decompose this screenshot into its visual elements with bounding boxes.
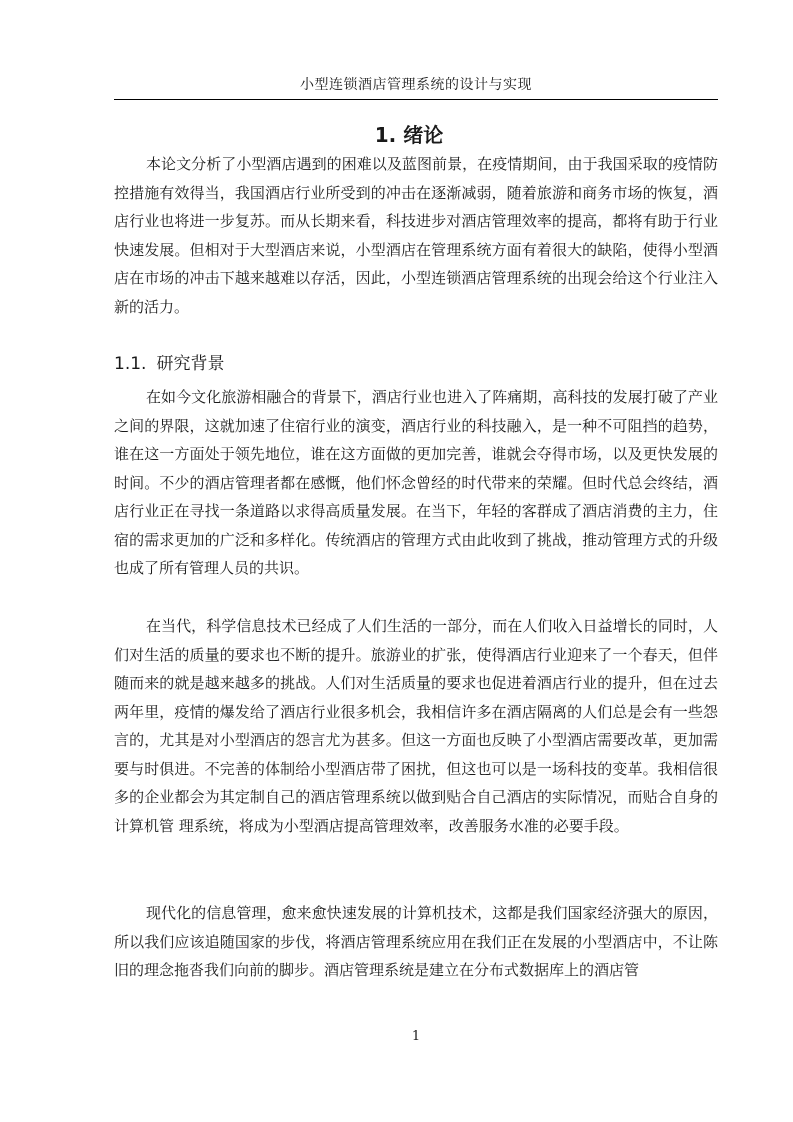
running-header: 小型连锁酒店管理系统的设计与实现	[300, 77, 532, 93]
section-heading	[114, 351, 718, 377]
body-paragraph-3: 现代化的信息管理，愈来愈快速发展的计算机技术，这都是我们国家经济强大的原因，所以我们应该追随国家的步伐，将酒店管理系统应用在我们正在发展的小型酒店中，不让陈旧的理念拖沓我们向前的脚步。酒店管理系统是建立在分布式数据库上的酒店管	[114, 904, 718, 979]
page-number: 1	[411, 1029, 421, 1044]
header-divider	[114, 99, 718, 100]
body-paragraph-2: 在当代，科学信息技术已经成了人们生活的一部分，而在人们收入日益增长的同时，人们对生活的质量的要求也不断的提升。旅游业的扩张，使得酒店行业迎来了一个春天，但伴随而来的就是越来越多的挑战。人们对生活质量的要求也促进着酒店行业的提升，但在过去两年里，疫情的爆发给了酒店行业很多机会，我相信许多在酒店隔离的人们总是会有一些怨言的，尤其是对小型酒店的怨言尤为甚多。但这一方面也反映了小型酒店需要改革，更加需要与时俱进。不完善的体制给小型酒店带了困扰，但这也可以是一场科技的变革。我相信很多的企业都会为其定制自己的酒店管理系统以做到贴合自己酒店的实际情况，而贴合自身的计算机管 理系统，将成为小型酒店提高管理效率，改善服务水准的必要手段。	[114, 617, 718, 835]
body-paragraph-1: 在如今文化旅游相融合的背景下，酒店行业也进入了阵痛期，高科技的发展打破了产业之间的界限，这就加速了住宿行业的演变，酒店行业的科技融入，是一种不可阻挡的趋势，谁在这一方面处于领先地位，谁在这方面做的更加完善，谁就会夺得市场，以及更快发展的时间。不少的酒店管理者都在感慨，他们怀念曾经的时代带来的荣耀。但时代总会终结，酒店行业正在寻找一条道路以求得高质量发展。在当下，年轻的客群成了酒店消费的主力，住宿的需求更加的广泛和多样化。传统酒店的管理方式由此收到了挑战，推动管理方式的升级也成了所有管理人员的共识。	[114, 388, 718, 577]
section-title: 研究背景	[156, 354, 225, 374]
chapter-title: 1. 绪论	[374, 123, 444, 147]
section-number: 1.1.	[114, 354, 147, 374]
intro-paragraph: 本论文分析了小型酒店遇到的困难以及蓝图前景，在疫情期间，由于我国采取的疫情防控措施有效得当，我国酒店行业所受到的冲击在逐渐减弱，随着旅游和商务市场的恢复，酒店行业也将进一步复苏。而从长期来看，科技进步对酒店管理效率的提高，都将有助于行业快速发展。但相对于大型酒店来说，小型酒店在管理系统方面有着很大的缺陷，使得小型酒店在市场的冲击下越来越难以存活，因此，小型连锁酒店管理系统的出现会给这个行业注入新的活力。	[114, 155, 718, 316]
